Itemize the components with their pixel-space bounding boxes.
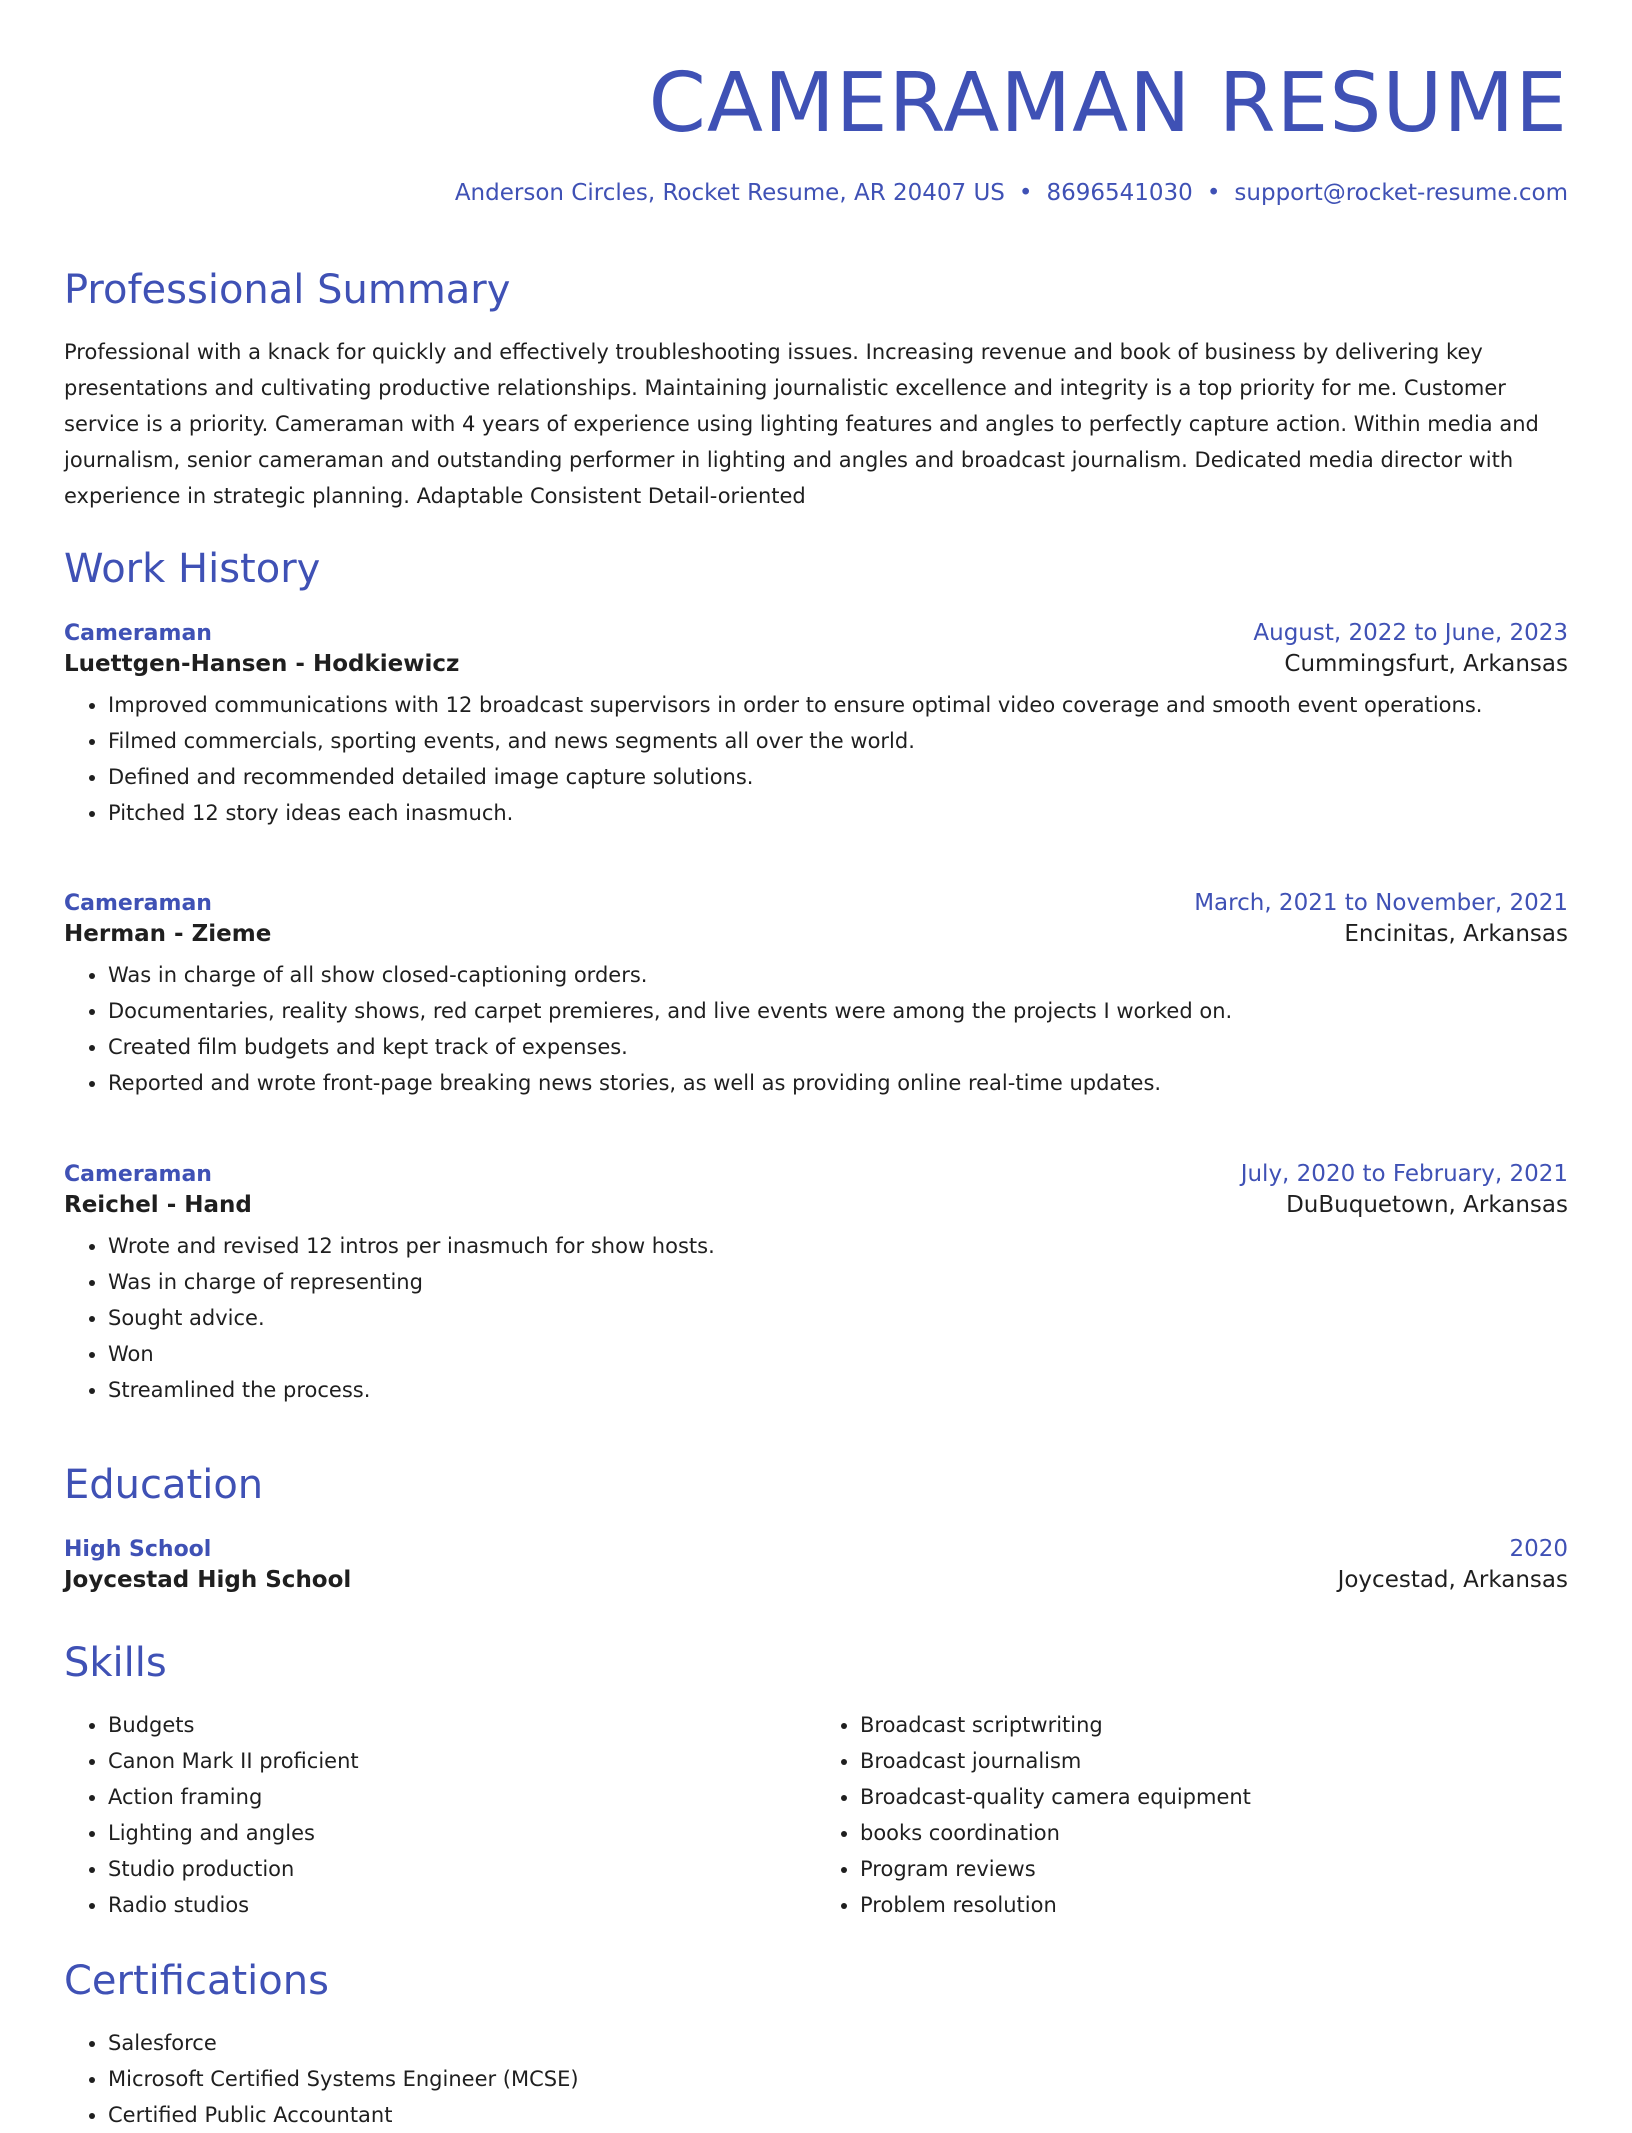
section-heading-certifications: Certifications	[64, 1958, 329, 2004]
section-heading-summary: Professional Summary	[64, 267, 511, 313]
job-entry	[64, 618, 1568, 831]
skills-list-right	[816, 1707, 1568, 1923]
skills-columns	[64, 1707, 1568, 1923]
skills-list-left	[64, 1707, 816, 1923]
section-heading-work: Work History	[64, 546, 321, 592]
list-item: • Improved communications with 12 broadcast supervisors in order to ensure optimal video coverage and smooth event operations.	[108, 687, 1568, 723]
list-item: • Created film budgets and kept track of expenses.	[108, 1029, 1568, 1065]
contact-phone: 8696541030	[1046, 180, 1193, 206]
work-section	[64, 543, 1568, 595]
section-heading-skills: Skills	[64, 1640, 167, 1686]
list-item: • Certified Public Accountant	[108, 2097, 1568, 2133]
separator-dot: •	[1206, 180, 1221, 206]
separator-dot: •	[1018, 180, 1033, 206]
list-item: • Microsoft Certified Systems Engineer (MCSE)	[108, 2061, 1568, 2097]
certifications-body	[64, 2025, 1568, 2133]
certifications-section	[64, 1955, 1568, 2007]
education-year: 2020	[1509, 1536, 1568, 1562]
job-title: Cameraman	[64, 1162, 212, 1187]
certifications-list	[64, 2025, 1568, 2133]
list-item: • Reported and wrote front-page breaking news stories, as well as providing online real-time updates.	[108, 1065, 1568, 1101]
list-item: • Documentaries, reality shows, red carpet premieres, and live events were among the projects I worked on.	[108, 993, 1568, 1029]
list-item: • Lighting and angles	[108, 1815, 816, 1851]
job-employer: Herman - Zieme	[64, 921, 272, 947]
list-item: • Filmed commercials, sporting events, and news segments all over the world.	[108, 723, 1568, 759]
resume-header	[64, 0, 1568, 208]
list-item: • Broadcast journalism	[860, 1743, 1568, 1779]
job-bullets	[64, 957, 1568, 1101]
list-item: • Canon Mark II proficient	[108, 1743, 816, 1779]
list-item: • Broadcast scriptwriting	[860, 1707, 1568, 1743]
summary-text: Professional with a knack for quickly and effectively troubleshooting issues. Increasing revenue and book of business by delivering key presentations and cultivating productive relationships. Maintaining journalistic excellence and integrity is a top priority for me. Customer service is a priority. Cameraman with 4 years of experience using lighting features and angles to perfectly capture action. Within media and journalism, senior cameraman and outstanding performer in lighting and angles and broadcast journalism. Dedicated media director with experience in strategic planning. Adaptable Consistent Detail-oriented	[64, 340, 1539, 508]
list-item: • Action framing	[108, 1779, 816, 1815]
list-item: • Program reviews	[860, 1851, 1568, 1887]
contact-address: Anderson Circles, Rocket Resume, AR 20407 US	[454, 180, 1005, 206]
list-item: • Streamlined the process.	[108, 1372, 1568, 1408]
education-degree: High School	[64, 1537, 212, 1562]
list-item: • Radio studios	[108, 1887, 816, 1923]
job-location: Cummingsfurt, Arkansas	[1284, 651, 1568, 677]
resume-title: CAMERAMAN RESUME	[648, 56, 1568, 151]
section-heading-education: Education	[64, 1462, 264, 1508]
list-item: • Sought advice.	[108, 1300, 1568, 1336]
skills-section	[64, 1637, 1568, 1689]
list-item: • Was in charge of representing	[108, 1264, 1568, 1300]
list-item: • Budgets	[108, 1707, 816, 1743]
list-item: • Broadcast-quality camera equipment	[860, 1779, 1568, 1815]
job-dates: March, 2021 to November, 2021	[1194, 890, 1568, 916]
job-dates: August, 2022 to June, 2023	[1253, 620, 1568, 646]
list-item: • Was in charge of all show closed-captioning orders.	[108, 957, 1568, 993]
job-title: Cameraman	[64, 621, 212, 646]
summary-section	[64, 264, 1568, 316]
list-item: • Defined and recommended detailed image capture solutions.	[108, 759, 1568, 795]
list-item: • Studio production	[108, 1851, 816, 1887]
job-dates: July, 2020 to February, 2021	[1240, 1161, 1568, 1187]
education-entry	[64, 1534, 1568, 1595]
job-bullets	[64, 1228, 1568, 1408]
list-item: • Pitched 12 story ideas each inasmuch.	[108, 795, 1568, 831]
education-location: Joycestad, Arkansas	[1337, 1567, 1568, 1593]
education-school: Joycestad High School	[64, 1567, 352, 1593]
job-employer: Reichel - Hand	[64, 1192, 252, 1218]
list-item: • Salesforce	[108, 2025, 1568, 2061]
list-item: • Wrote and revised 12 intros per inasmuch for show hosts.	[108, 1228, 1568, 1264]
list-item: • Problem resolution	[860, 1887, 1568, 1923]
list-item: • books coordination	[860, 1815, 1568, 1851]
contact-line	[64, 154, 1568, 208]
job-location: DuBuquetown, Arkansas	[1286, 1192, 1568, 1218]
job-employer: Luettgen-Hansen - Hodkiewicz	[64, 651, 460, 677]
list-item: • Won	[108, 1336, 1568, 1372]
job-entry	[64, 1159, 1568, 1408]
job-entry	[64, 888, 1568, 1101]
contact-email[interactable]: support@rocket-resume.com	[1234, 180, 1568, 206]
job-bullets	[64, 687, 1568, 831]
job-title: Cameraman	[64, 891, 212, 916]
education-section	[64, 1459, 1568, 1511]
summary-body	[64, 334, 1568, 514]
job-location: Encinitas, Arkansas	[1344, 921, 1568, 947]
